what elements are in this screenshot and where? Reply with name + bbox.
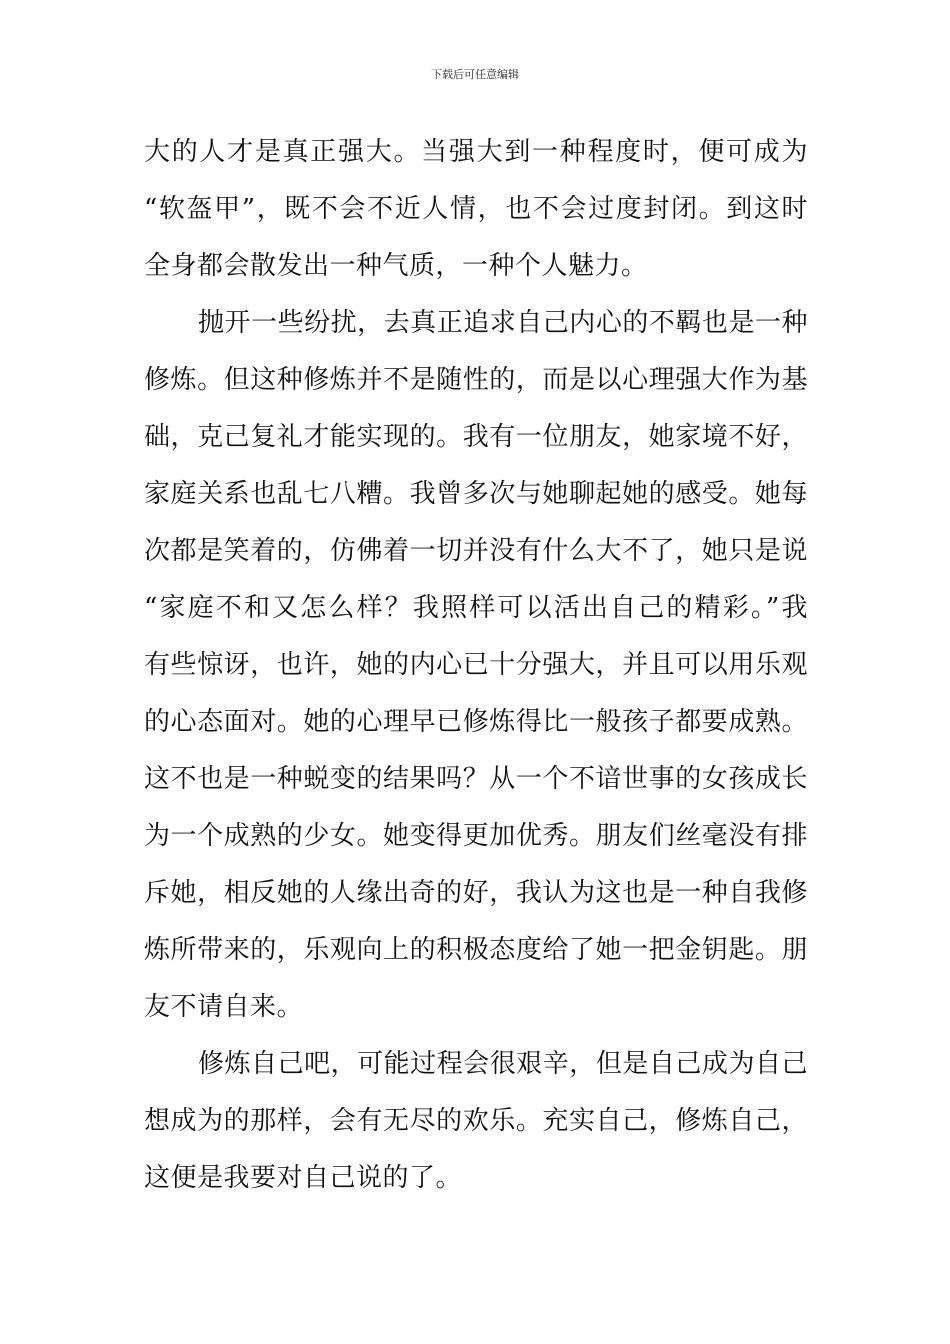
text-line: 础，克己复礼才能实现的。我有一位朋友，她家境不好， <box>144 422 808 452</box>
page-header: 下载后可任意编辑 <box>431 68 519 81</box>
text-line: 想成为的那样，会有无尽的欢乐。充实自己，修炼自己， <box>144 1106 808 1136</box>
document-body <box>144 124 808 1207</box>
text-line: 修炼。但这种修炼并不是随性的，而是以心理强大作为基 <box>144 365 808 395</box>
text-line: 友不请自来。 <box>144 992 304 1022</box>
text-line: “软盔甲”，既不会不近人情，也不会过度封闭。到这时 <box>144 194 808 224</box>
paragraph-1 <box>144 124 808 295</box>
text-line: 家庭关系也乱七八糟。我曾多次与她聊起她的感受。她每 <box>144 479 808 509</box>
text-line: 次都是笑着的，仿佛着一切并没有什么大不了，她只是说 <box>144 536 808 566</box>
text-line: 斥她，相反她的人缘出奇的好，我认为这也是一种自我修 <box>144 878 808 908</box>
text-line: 大的人才是真正强大。当强大到一种程度时，便可成为 <box>144 137 808 167</box>
paragraph-3 <box>144 1036 808 1207</box>
text-line: 修炼自己吧，可能过程会很艰辛，但是自己成为自己 <box>198 1049 808 1079</box>
text-line: 的心态面对。她的心理早已修炼得比一般孩子都要成熟。 <box>144 707 808 737</box>
text-line: “家庭不和又怎么样？我照样可以活出自己的精彩。”我 <box>144 593 808 623</box>
text-line: 抛开一些纷扰，去真正追求自己内心的不羁也是一种 <box>198 308 808 338</box>
text-line: 这不也是一种蜕变的结果吗？从一个不谙世事的女孩成长 <box>144 764 808 794</box>
paragraph-2 <box>144 295 808 1036</box>
text-line: 有些惊讶，也许，她的内心已十分强大，并且可以用乐观 <box>144 650 808 680</box>
text-line: 为一个成熟的少女。她变得更加优秀。朋友们丝毫没有排 <box>144 821 808 851</box>
text-line: 这便是我要对自己说的了。 <box>144 1163 463 1193</box>
text-line: 全身都会散发出一种气质，一种个人魅力。 <box>144 251 648 281</box>
text-line: 炼所带来的，乐观向上的积极态度给了她一把金钥匙。朋 <box>144 935 808 965</box>
